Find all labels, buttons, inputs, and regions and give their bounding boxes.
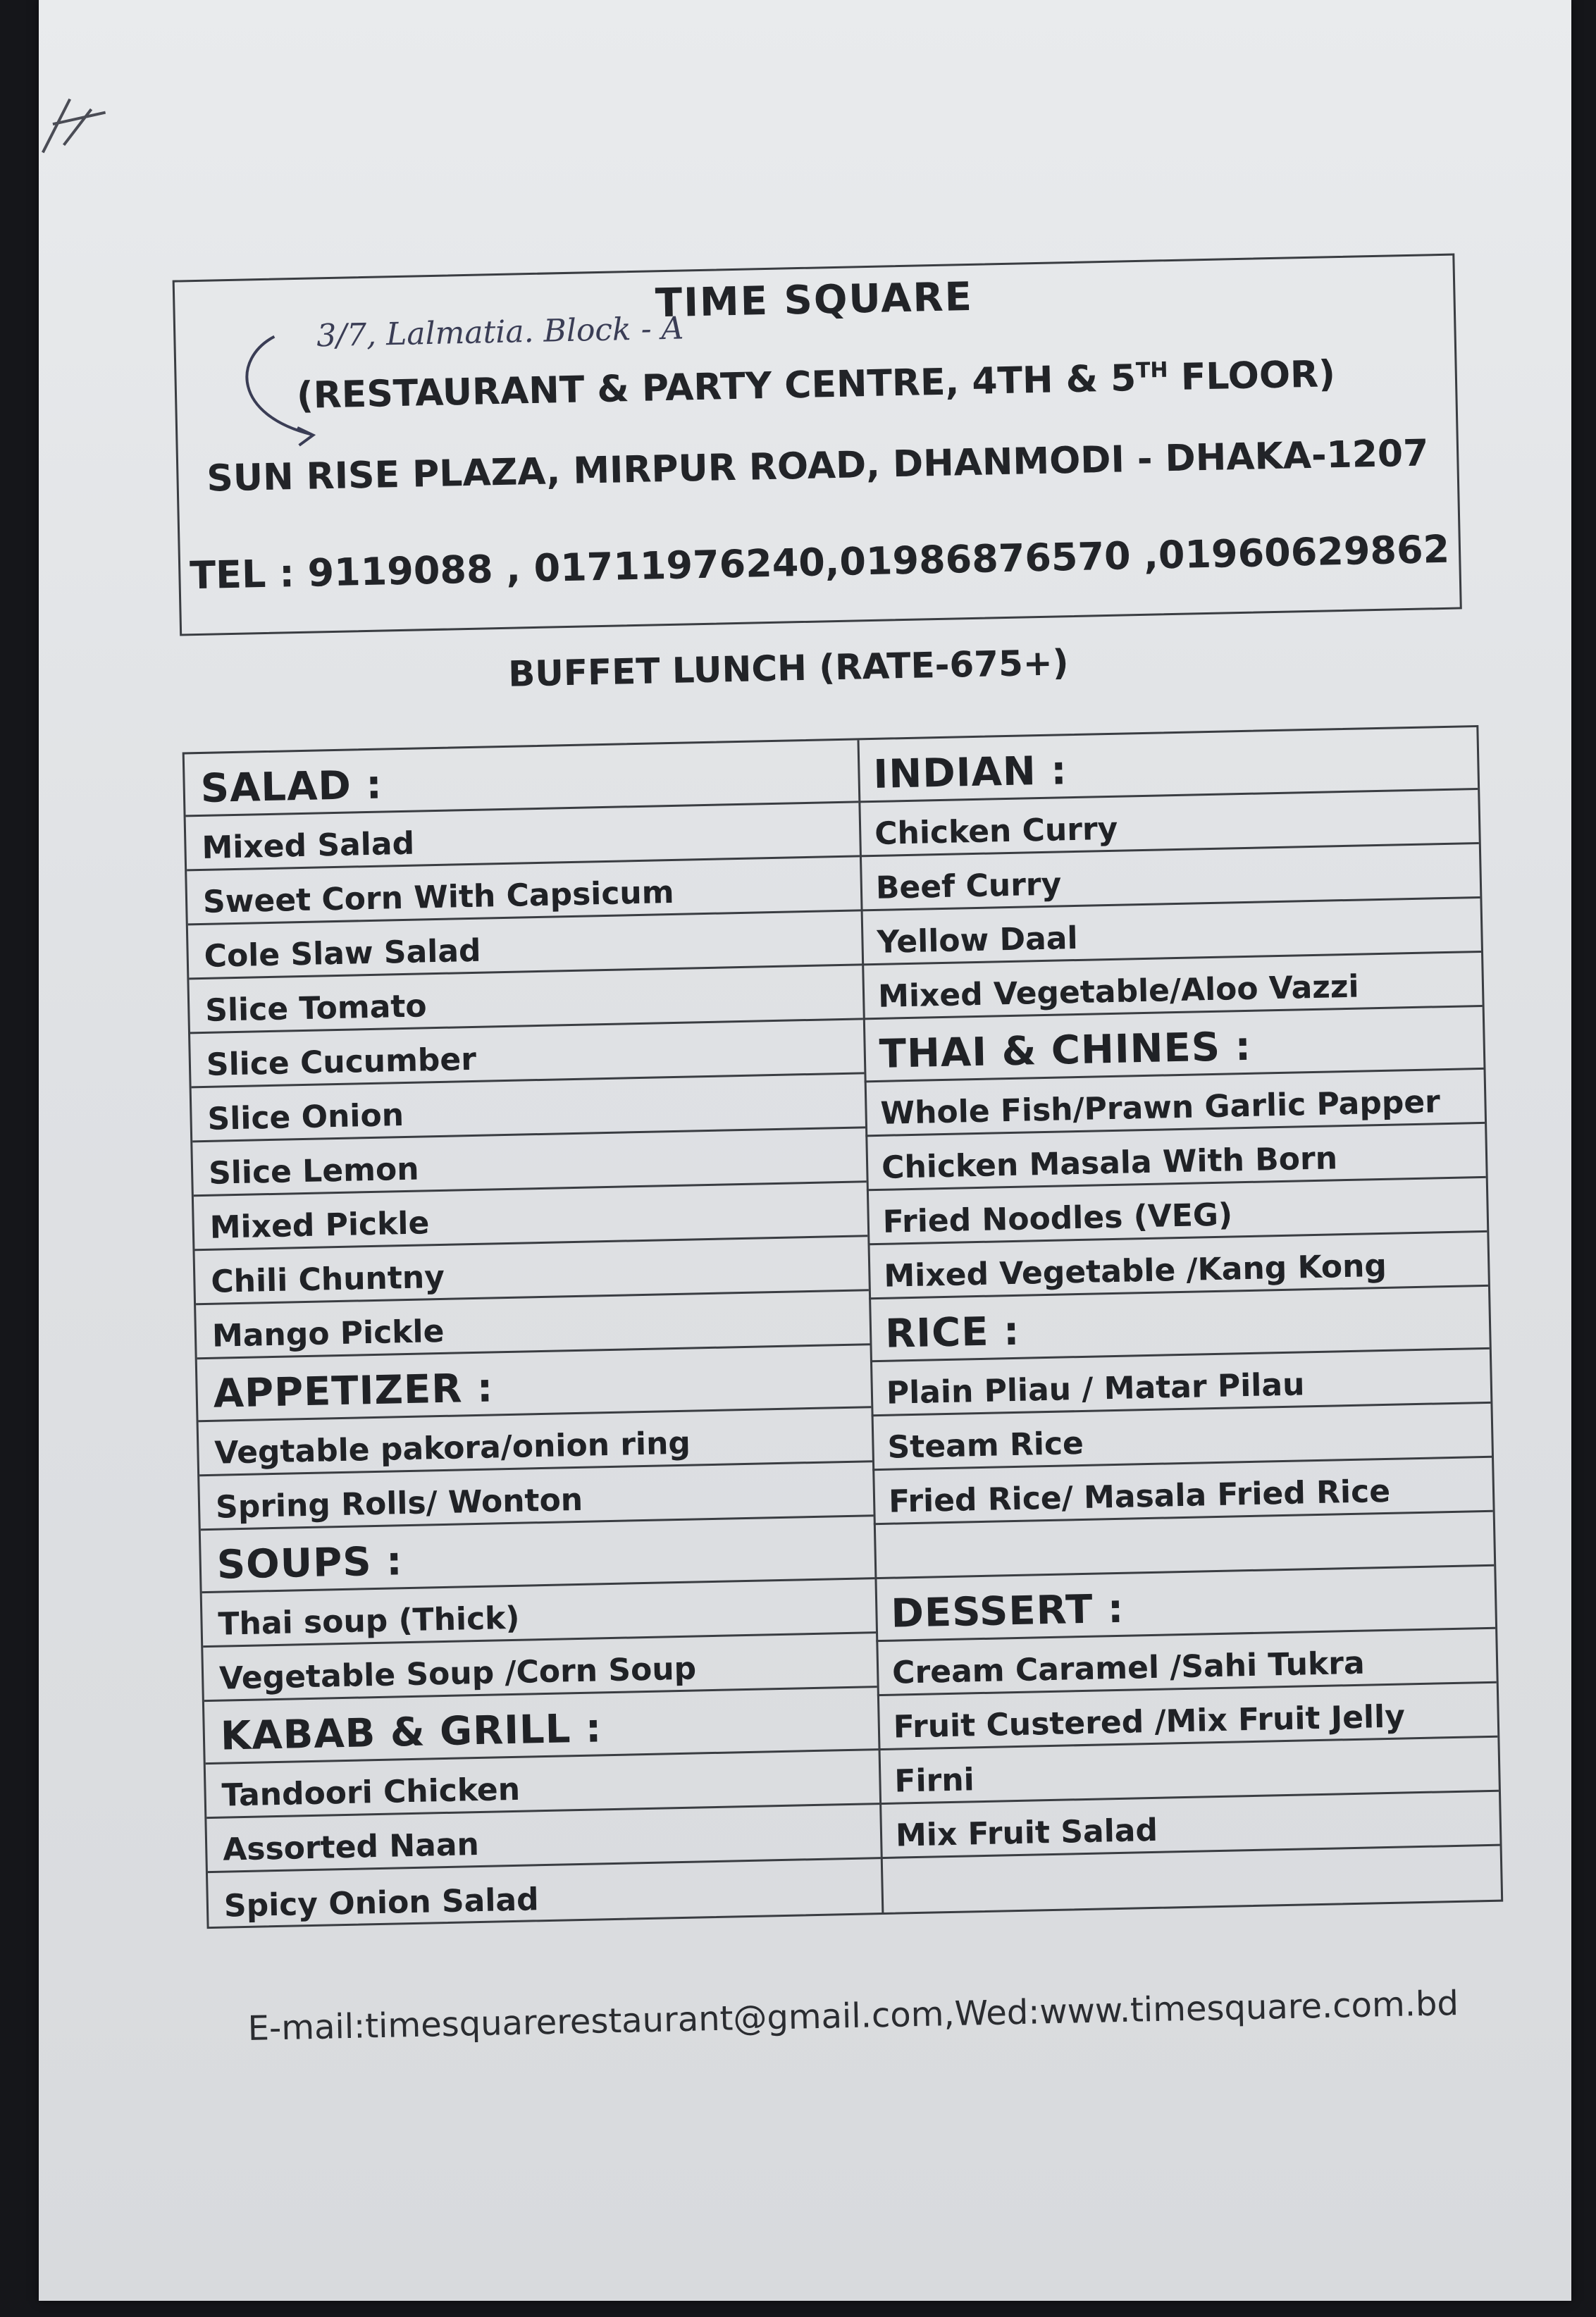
menu-item-text: Slice Onion bbox=[207, 1097, 404, 1137]
menu-item-text: Chicken Masala With Born bbox=[881, 1140, 1338, 1186]
menu-item-text: Fruit Custered /Mix Fruit Jelly bbox=[893, 1698, 1406, 1746]
menu-item-text: Sweet Corn With Capsicum bbox=[202, 874, 675, 920]
menu-item-text: Slice Tomato bbox=[204, 988, 428, 1029]
menu-column-left bbox=[185, 740, 884, 1927]
section-heading-text: DESSERT : bbox=[890, 1586, 1125, 1637]
menu-item-text: Plain Pliau / Matar Pilau bbox=[886, 1366, 1305, 1411]
section-heading-text: INDIAN : bbox=[872, 748, 1068, 798]
menu-item-text: Vegetable Soup /Corn Soup bbox=[218, 1650, 697, 1697]
menu-item-text: Firni bbox=[893, 1762, 975, 1800]
menu-column-right bbox=[858, 727, 1502, 1913]
menu-item-text: Spring Rolls/ Wonton bbox=[215, 1481, 583, 1526]
handwritten-corner-mark bbox=[27, 80, 114, 180]
menu-item-text: Assorted Naan bbox=[222, 1827, 480, 1868]
menu-item-text: Steam Rice bbox=[887, 1425, 1084, 1466]
restaurant-subtitle: (RESTAURANT & PARTY CENTRE, 4TH & 5TH FLOOR) bbox=[296, 353, 1336, 417]
menu-item-text: Thai soup (Thick) bbox=[218, 1600, 521, 1643]
restaurant-header-box bbox=[173, 254, 1462, 636]
menu-item-text: Cole Slaw Salad bbox=[204, 932, 482, 975]
footer-contact: E-mail:timesquarerestaurant@gmail.com,Wed:www.timesquare.com.bd bbox=[247, 1983, 1459, 2049]
section-heading-text: RICE : bbox=[884, 1308, 1021, 1357]
menu-subtitle: BUFFET LUNCH (RATE-675+) bbox=[507, 642, 1070, 695]
menu-item-text: Mixed Vegetable/Aloo Vazzi bbox=[877, 968, 1360, 1015]
menu-item-text: Fried Rice/ Masala Fried Rice bbox=[888, 1473, 1391, 1520]
section-heading-text: THAI & CHINES : bbox=[879, 1023, 1252, 1077]
section-heading-text: KABAB & GRILL : bbox=[220, 1705, 602, 1760]
menu-item-text: Slice Cucumber bbox=[206, 1041, 477, 1083]
restaurant-name: TIME SQUARE bbox=[655, 273, 974, 327]
restaurant-phones: TEL : 9119088 , 01711976240,01986876570 ,01960629862 bbox=[189, 526, 1450, 598]
menu-item-text: Mix Fruit Salad bbox=[895, 1812, 1158, 1854]
menu-item-text: Mango Pickle bbox=[211, 1313, 445, 1354]
menu-item-text: Mixed Salad bbox=[201, 825, 415, 866]
menu-item-text: Vegtable pakora/onion ring bbox=[214, 1425, 691, 1471]
menu-item-text: Mixed Vegetable /Kang Kong bbox=[883, 1247, 1387, 1295]
menu-item-text: Yellow Daal bbox=[876, 920, 1079, 960]
menu-item-text: Spicy Onion Salad bbox=[223, 1882, 540, 1924]
handwritten-address-note: 3/7, Lalmatia. Block - A bbox=[316, 310, 684, 354]
section-heading-text: SOUPS : bbox=[216, 1538, 404, 1588]
restaurant-address: SUN RISE PLAZA, MIRPUR ROAD, DHANMODI - DHAKA-1207 bbox=[206, 432, 1429, 500]
menu-item-text: Beef Curry bbox=[875, 866, 1062, 906]
menu-item-text: Chili Chuntny bbox=[210, 1259, 445, 1300]
menu-item-text: Tandoori Chicken bbox=[221, 1771, 521, 1814]
menu-item-text: Cream Caramel /Sahi Tukra bbox=[891, 1645, 1366, 1691]
section-heading-text: SALAD : bbox=[200, 762, 383, 812]
menu-item-text: Slice Lemon bbox=[208, 1151, 420, 1192]
menu-item-text: Chicken Curry bbox=[874, 810, 1118, 852]
menu-item-text: Fried Noodles (VEG) bbox=[882, 1197, 1233, 1240]
menu-item-text: Whole Fish/Prawn Garlic Papper bbox=[880, 1084, 1441, 1132]
section-heading-text: APPETIZER : bbox=[213, 1365, 494, 1417]
menu-item-text: Mixed Pickle bbox=[209, 1205, 430, 1246]
menu-table bbox=[183, 725, 1504, 1929]
